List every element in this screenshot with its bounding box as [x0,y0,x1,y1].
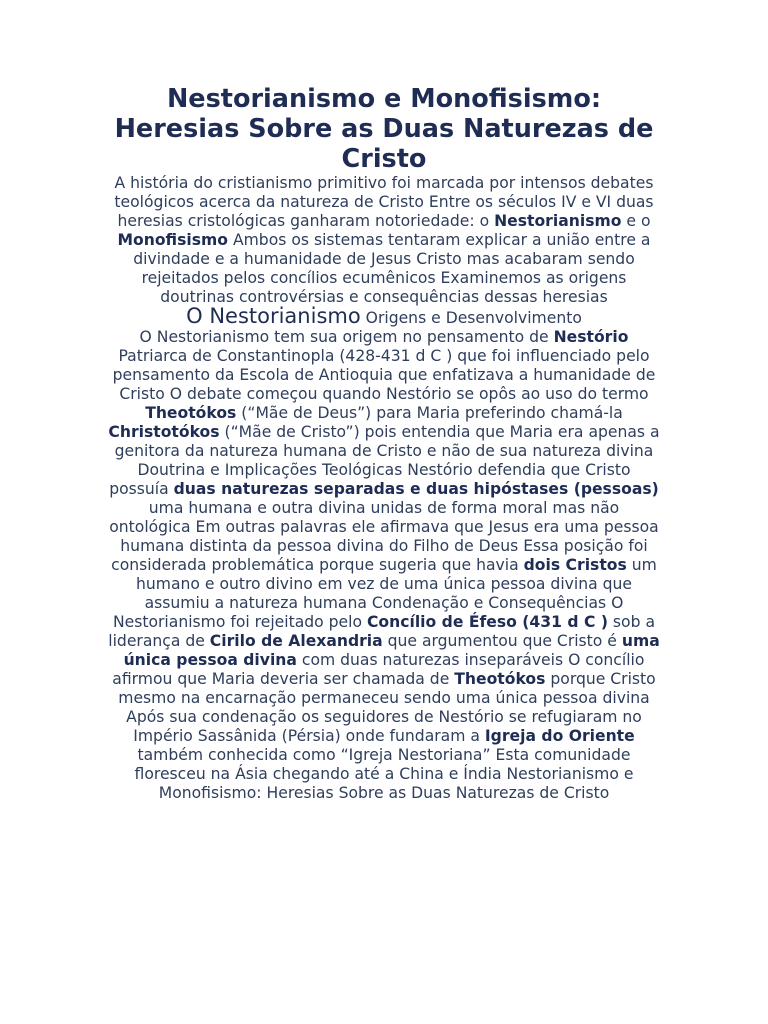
bold-term: duas naturezas separadas e duas hipóstases (pessoas) [173,480,659,498]
bold-term: Theotókos [454,670,546,688]
intro-paragraph: A história do cristianismo primitivo foi marcada por intensos debates teológicos acerca da natureza de Cristo Entre os séculos IV e VI duas heresias cristológicas ganharam notoriedade: o Nestorianismo e o Monofisismo Ambos os sistemas tentaram explicar a união entre a divindade e a humanidade de Jesus Cristo mas acabaram sendo rejeitados pelos concílios ecumênicos Examinemos as origens doutrinas controvérsias e consequências dessas heresias [114,174,654,306]
page-title: Nestorianismo e Monofisismo: Heresias Sobre as Duas Naturezas de Cristo [114,84,654,174]
bold-term: Theotókos [145,404,237,422]
bold-term: dois Cristos [523,556,627,574]
bold-term: Christotókos [108,423,220,441]
section-subheading: Origens e Desenvolvimento [365,309,582,327]
bold-term: Nestorianismo [494,212,622,230]
bold-term: Nestório [553,328,629,346]
section-heading: O Nestorianismo [186,304,361,328]
bold-term: Igreja do Oriente [484,727,635,745]
bold-term: uma única pessoa divina [123,632,660,669]
section-heading-line [108,304,660,328]
bold-term: Concílio de Éfeso (431 d C ) [366,613,608,631]
body-paragraph: O Nestorianismo tem sua origem no pensamento de Nestório Patriarca de Constantinopla (428-431 d C ) que foi influenciado pelo pensamento da Escola de Antioquia que enfatizava a humanidade de Cristo O debate começou quando Nestório se opôs ao uso do termo Theotókos (“Mãe de Deus”) para Maria preferindo chamá-la Christotókos (“Mãe de Cristo”) pois entendia que Maria era apenas a genitora da natureza humana de Cristo e não de sua natureza divina Doutrina e Implicações Teológicas Nestório defendia que Cristo possuía duas naturezas separadas e duas hipóstases (pessoas) uma humana e outra divina unidas de forma moral mas não ontológica Em outras palavras ele afirmava que Jesus era uma pessoa humana distinta da pessoa divina do Filho de Deus Essa posição foi considerada problemática porque sugeria que havia dois Cristos um humano e outro divino em vez de uma única pessoa divina que assumiu a natureza humana Condenação e Consequências O Nestorianismo foi rejeitado pelo Concílio de Éfeso (431 d C ) sob a liderança de Cirilo de Alexandria que argumentou que Cristo é uma única pessoa divina com duas naturezas inseparáveis O concílio afirmou que Maria deveria ser chamada de Theotókos porque Cristo mesmo na encarnação permaneceu sendo uma única pessoa divina Após sua condenação os seguidores de Nestório se refugiaram no Império Sassânida (Pérsia) onde fundaram a Igreja do Oriente também conhecida como “Igreja Nestoriana” Esta comunidade floresceu na Ásia chegando até a China e Índia Nestorianismo e Monofisismo: Heresias Sobre as Duas Naturezas de Cristo [108,328,660,802]
bold-term: Monofisismo [117,231,228,249]
bold-term: Cirilo de Alexandria [209,632,383,650]
